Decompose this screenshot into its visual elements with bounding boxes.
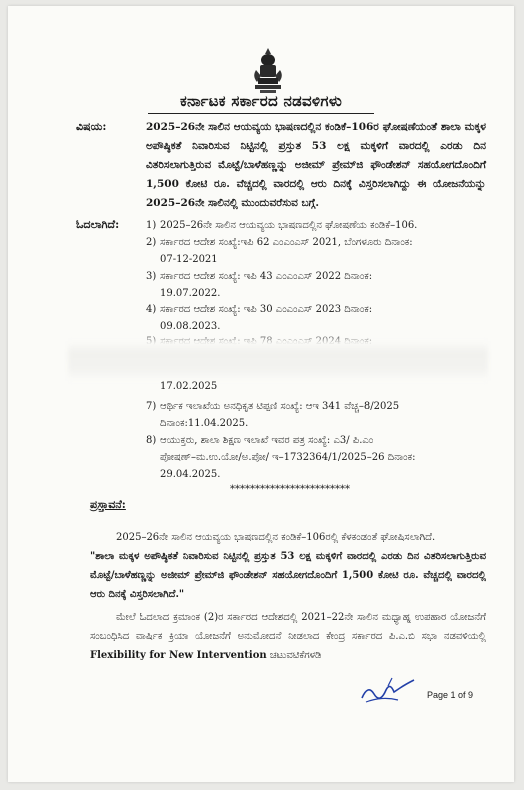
reference-item: 7) ಆರ್ಥಿಕ ಇಲಾಖೆಯ ಅನಧಿಕೃತ ಟಿಪ್ಪಣಿ ಸಂಖ್ಯೆ: ಆಇ 341 ವೆಚ್ಚ–8/2025 ದಿನಾಂಕ:11.04.2025. xyxy=(146,401,400,429)
preamble-quote: "ಶಾಲಾ ಮಕ್ಕಳ ಅಪೌಷ್ಠಿಕತೆ ನಿವಾರಿಸುವ ನಿಟ್ಟಿನಲ್ಲಿ ಪ್ರಸ್ತುತ 53 ಲಕ್ಷ ಮಕ್ಕಳಿಗೆ ವಾರದಲ್ಲಿ ಎರಡು ದಿನ ವಿತರಿಸಲಾಗುತ್ತಿರುವ ಮೊಟ್ಟೆ/ಬಾಳೆಹಣ್ಣನ್ನು ಅಜೀಮ್ ಪ್ರೇಮ್‌ಜಿ ಫೌಂಡೇಶನ್ ಸಹಯೋಗದೊಂದಿಗೆ 1,500 ಕೋಟಿ ರೂ. ವೆಚ್ಚದಲ್ಲಿ ವಾರದಲ್ಲಿ ಆರು ದಿನಕ್ಕೆ ವಿಸ್ತರಿಸಲಾಗಿದೆ." xyxy=(90,551,486,600)
document-page xyxy=(8,6,514,782)
reference-item-continued: 17.02.2025 xyxy=(160,381,218,392)
subject-label: ವಿಷಯ: xyxy=(76,120,107,133)
subject-text: 2025–26ನೇ ಸಾಲಿನ ಆಯವ್ಯಯ ಭಾಷಣದಲ್ಲಿನ ಕಂಡಿಕೆ–106ರ ಘೋಷಣೆಯಂತೆ ಶಾಲಾ ಮಕ್ಕಳ ಅಪೌಷ್ಠಿಕತೆ ನಿವಾರಿಸುವ ನಿಟ್ಟಿನಲ್ಲಿ ಪ್ರಸ್ತುತ 53 ಲಕ್ಷ ಮಕ್ಕಳಿಗೆ ವಾರದಲ್ಲಿ ಎರಡು ದಿನ ವಿತರಿಸಲಾಗುತ್ತಿರುವ ಮೊಟ್ಟೆ/ಬಾಳೆಹಣ್ಣನ್ನು ಅಜೀಮ್ ಪ್ರೇಮ್‌ಜಿ ಫೌಂಡೇಶನ್ ಸಹಯೋಗದೊಂದಿಗೆ 1,500 ಕೋಟಿ ರೂ. ವೆಚ್ಚದಲ್ಲಿ ವಾರದಲ್ಲಿ ಆರು ದಿನಕ್ಕೆ ವಿಸ್ತರಿಸಲಾಗಿದ್ದು ಈ ಯೋಜನೆಯನ್ನು 2025–26ನೇ ಸಾಲಿನಲ್ಲಿ ಮುಂದುವರೆಸುವ ಬಗ್ಗೆ. xyxy=(146,121,486,209)
reference-item: 1) 2025–26ನೇ ಸಾಲಿನ ಆಯವ್ಯಯ ಭಾಷಣದಲ್ಲಿನ ಘೋಷಣೆಯ ಕಂಡಿಕೆ–106. xyxy=(146,220,418,231)
reference-item: 3) ಸರ್ಕಾರದ ಆದೇಶ ಸಂಖ್ಯೆ: ಇಪಿ 43 ಎಂಎಂಎಸ್ 2022 ದಿನಾಂಕ: 19.07.2022. xyxy=(146,271,373,299)
preamble-paragraph-2: ಮೇಲೆ ಓದಲಾದ ಕ್ರಮಾಂಕ (2)ರ ಸರ್ಕಾರದ ಆದೇಶದಲ್ಲಿ 2021–22ನೇ ಸಾಲಿನ ಮಧ್ಯಾಹ್ನ ಉಪಹಾರ ಯೋಜನೆಗೆ ಸಂಬಂಧಿಸಿದ ವಾರ್ಷಿಕ ಕ್ರಿಯಾ ಯೋಜನೆಗೆ ಅನುಮೋದನೆ ನೀಡಲಾದ ಕೇಂದ್ರ ಸರ್ಕಾರದ ಪಿ.ಎ.ಬಿ ಸಭಾ ನಡವಳಿಯಲ್ಲಿ Flexibility for New Intervention ಚಟುವಟಿಕೆಗಳಡಿ xyxy=(90,612,486,661)
heading-underline xyxy=(148,113,374,114)
reference-item: 2) ಸರ್ಕಾರದ ಆದೇಶ ಸಂಖ್ಯೆ:ಇಪಿ 62 ಎಂಎಂಎಸ್ 2021, ಬೆಂಗಳೂರು ದಿನಾಂಕ: 07-12-2021 xyxy=(146,237,413,265)
reference-item: 4) ಸರ್ಕಾರದ ಆದೇಶ ಸಂಖ್ಯೆ: ಇಪಿ 30 ಎಂಎಂಎಸ್ 2023 ದಿನಾಂಕ: 09.08.2023. xyxy=(146,304,373,332)
preamble-label: ಪ್ರಸ್ತಾವನೆ: xyxy=(90,498,126,511)
references-label: ಓದಲಾಗಿದೆ: xyxy=(76,218,120,231)
preamble-paragraph: 2025–26ನೇ ಸಾಲಿನ ಆಯವ್ಯಯ ಭಾಷಣದಲ್ಲಿನ ಕಂಡಿಕೆ–106ರಲ್ಲಿ ಕೆಳಕಂಡಂತೆ ಘೋಷಿಸಲಾಗಿದೆ. xyxy=(116,532,436,543)
signature-image xyxy=(358,674,418,708)
document-heading: ಕರ್ನಾಟಕ ಸರ್ಕಾರದ ನಡವಳಿಗಳು xyxy=(179,92,343,110)
page-number: Page 1 of 9 xyxy=(427,690,474,700)
reference-item: 8) ಆಯುಕ್ತರು, ಶಾಲಾ ಶಿಕ್ಷಣ ಇಲಾಖೆ ಇವರ ಪತ್ರ ಸಂಖ್ಯೆ: ಎ3/ ಪಿ.ಎಂ ಪೋಷಣ್–ಮ.ಉ.ಯೋ/ಅ.ಪೋ/ ಇ–1732364/1/2025–26 ದಿನಾಂಕ: xyxy=(146,435,416,463)
reference-item-continued: 29.04.2025. xyxy=(160,469,221,480)
state-emblem-icon xyxy=(248,46,288,96)
scan-blur-band xyxy=(68,341,488,381)
separator: ************************ xyxy=(230,484,350,495)
